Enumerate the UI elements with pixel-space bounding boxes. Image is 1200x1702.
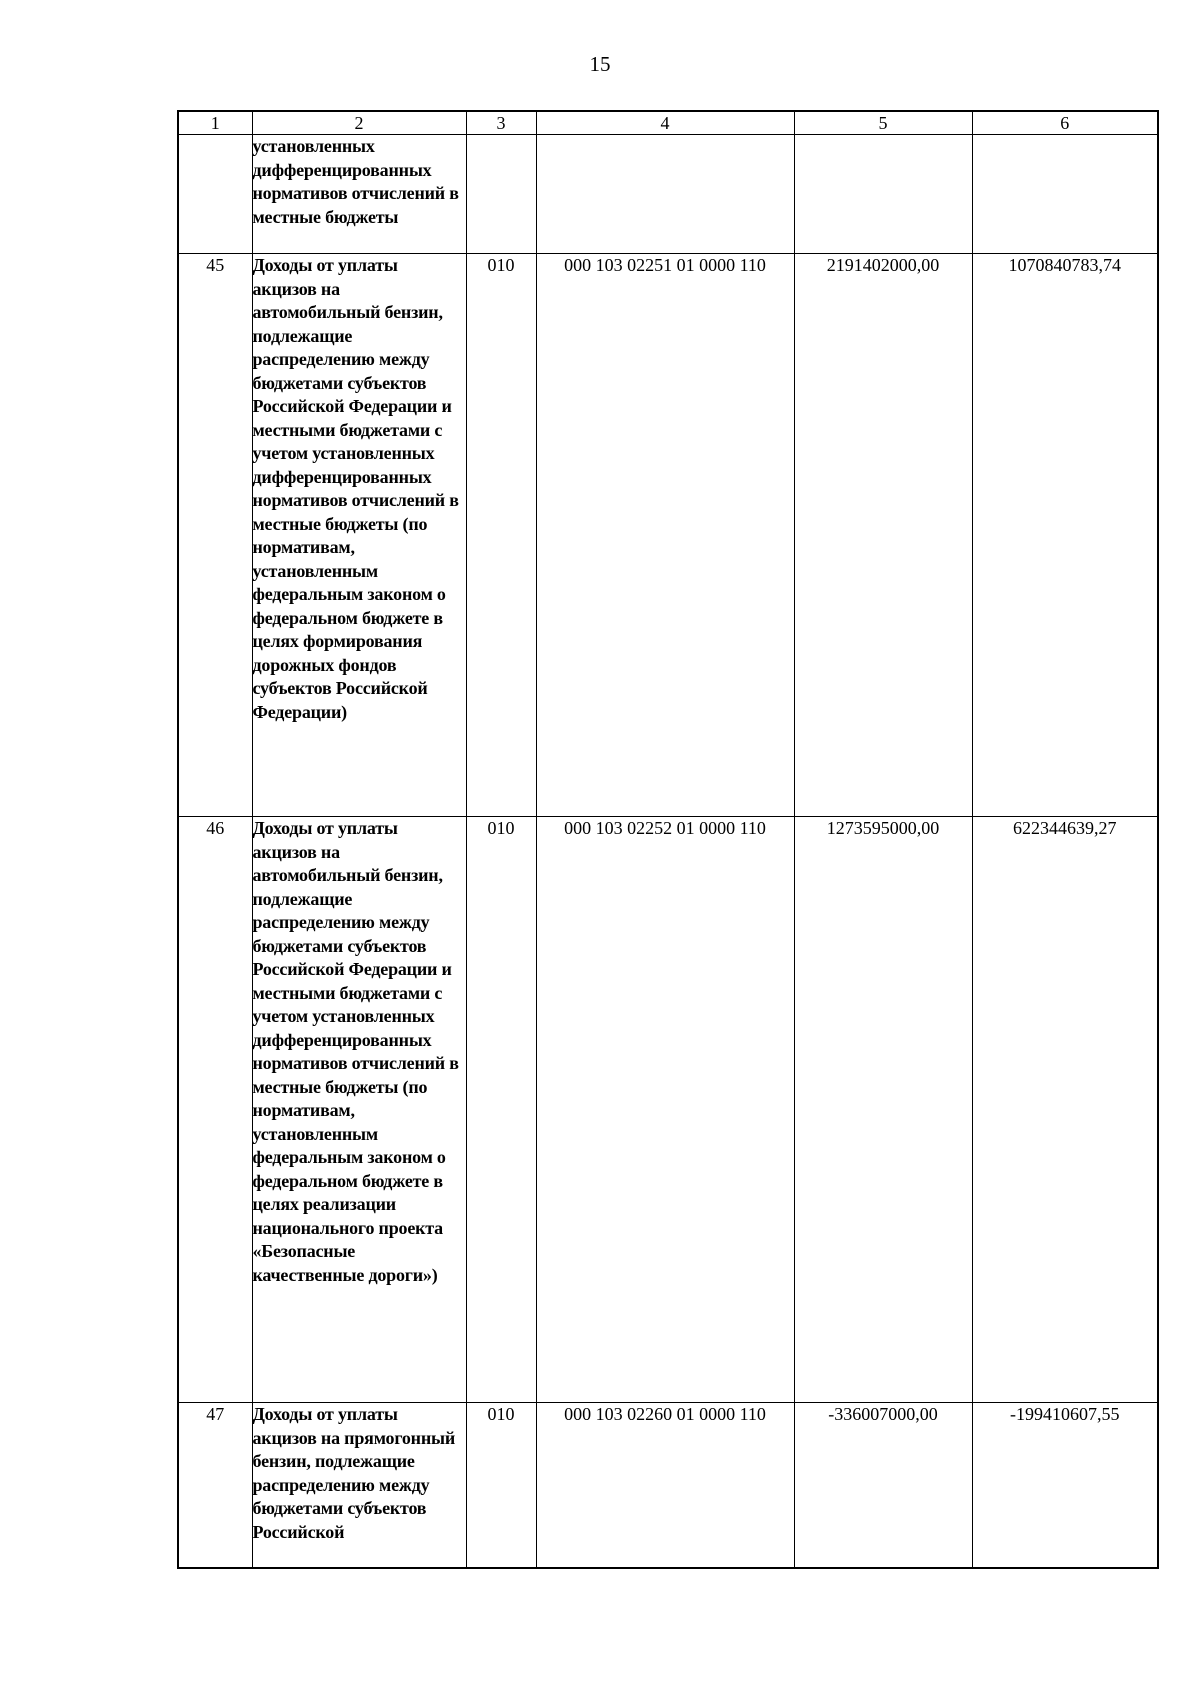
budget-classification-code: 000 103 02252 01 0000 110: [536, 817, 794, 1403]
planned-amount: 2191402000,00: [794, 254, 972, 817]
table-row: [178, 1403, 1158, 1569]
actual-amount: 1070840783,74: [972, 254, 1158, 817]
admin-code: 010: [466, 1403, 536, 1569]
admin-code: 010: [466, 817, 536, 1403]
actual-amount: [972, 135, 1158, 254]
planned-amount: [794, 135, 972, 254]
admin-code: [466, 135, 536, 254]
row-number: 47: [178, 1403, 252, 1569]
budget-classification-code: 000 103 02260 01 0000 110: [536, 1403, 794, 1569]
column-header-6: 6: [972, 111, 1158, 135]
table-row: [178, 254, 1158, 817]
row-number: 46: [178, 817, 252, 1403]
page-number: 15: [589, 52, 611, 76]
revenue-name: Доходы от уплаты акцизов на автомобильный бензин, подлежащие распределению между бюджетами субъектов Российской Федерации и местными бюджетами с учетом установленных дифференцированных нормативов отчислений в местные бюджеты (по нормативам, установленным федеральным законом о федеральном бюджете в целях формирования дорожных фондов субъектов Российской Федерации): [252, 254, 466, 817]
column-header-1: 1: [178, 111, 252, 135]
budget-classification-code: 000 103 02251 01 0000 110: [536, 254, 794, 817]
column-header-3: 3: [466, 111, 536, 135]
budget-classification-code: [536, 135, 794, 254]
planned-amount: 1273595000,00: [794, 817, 972, 1403]
column-header-4: 4: [536, 111, 794, 135]
table-row: [178, 817, 1158, 1403]
revenue-name: Доходы от уплаты акцизов на прямогонный бензин, подлежащие распределению между бюджетами субъектов Российской: [252, 1403, 466, 1569]
planned-amount: -336007000,00: [794, 1403, 972, 1569]
table-header-row: [178, 111, 1158, 135]
column-header-5: 5: [794, 111, 972, 135]
column-header-2: 2: [252, 111, 466, 135]
budget-revenue-table: [177, 110, 1159, 1569]
revenue-name: Доходы от уплаты акцизов на автомобильный бензин, подлежащие распределению между бюджетами субъектов Российской Федерации и местными бюджетами с учетом установленных дифференцированных нормативов отчислений в местные бюджеты (по нормативам, установленным федеральным законом о федеральном бюджете в целях реализации национального проекта «Безопасные качественные дороги»): [252, 817, 466, 1403]
admin-code: 010: [466, 254, 536, 817]
row-number: [178, 135, 252, 254]
actual-amount: 622344639,27: [972, 817, 1158, 1403]
row-number: 45: [178, 254, 252, 817]
actual-amount: -199410607,55: [972, 1403, 1158, 1569]
revenue-name: установленных дифференцированных нормативов отчислений в местные бюджеты: [252, 135, 466, 254]
table-row: [178, 135, 1158, 254]
